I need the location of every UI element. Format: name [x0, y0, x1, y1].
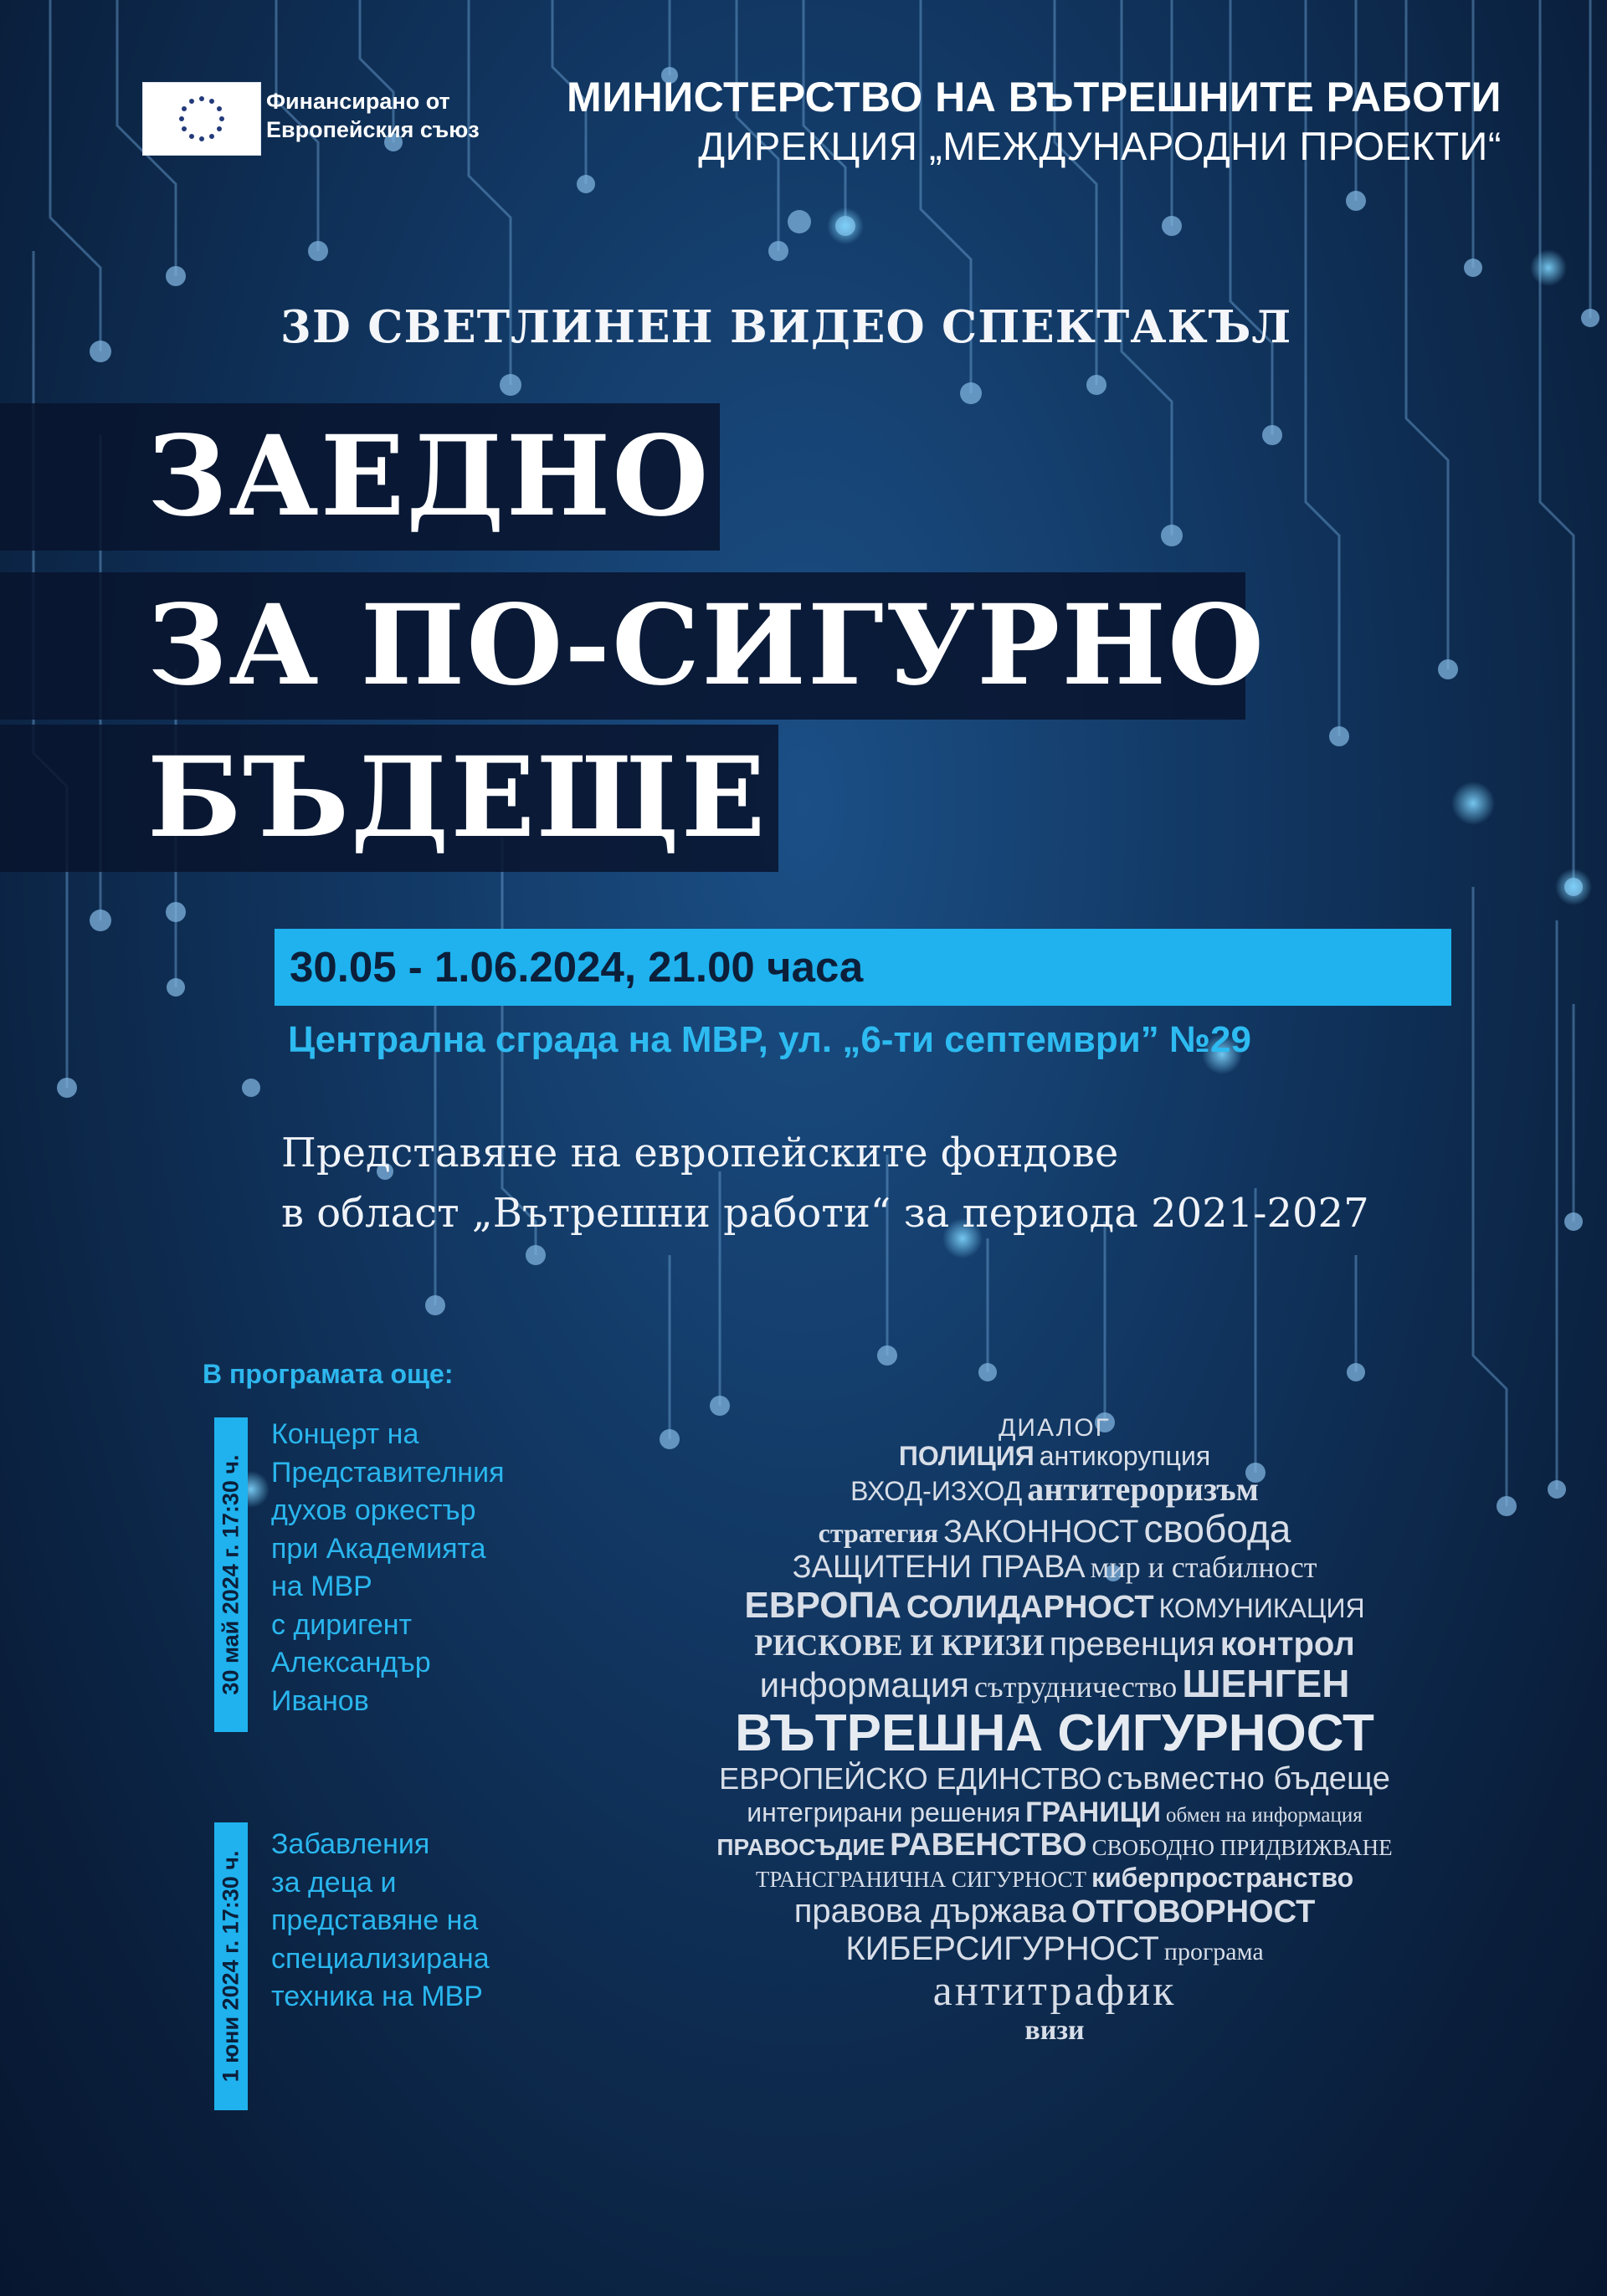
event-date-bar-2 — [214, 1822, 248, 2110]
eu-flag-logo — [142, 82, 261, 156]
cloud-word: киберпространство — [1091, 1862, 1354, 1893]
event-1-line: духов оркестър — [271, 1494, 476, 1526]
event-1-line: Иванов — [271, 1684, 369, 1717]
eu-label-line1: Финансирано от — [266, 89, 450, 114]
cloud-word: информация — [759, 1665, 969, 1705]
cloud-word: превенция — [1049, 1626, 1215, 1663]
cloud-word: антитрафик — [932, 1966, 1177, 2015]
cloud-word: контрол — [1219, 1626, 1355, 1663]
event-subtitle: 3D СВЕТЛИНЕН ВИДЕО СПЕКТАКЪЛ — [280, 301, 1292, 353]
cloud-word: програма — [1163, 1937, 1264, 1965]
cloud-word: РИСКОВЕ И КРИЗИ — [754, 1628, 1045, 1663]
event-date-1: 30 май 2024 г. 17:30 ч. — [218, 1454, 244, 1695]
cloud-word: СВОБОДНО ПРИДВИЖВАНЕ — [1091, 1835, 1393, 1861]
cloud-word: визи — [1024, 2015, 1085, 2047]
event-1-line: при Академията — [271, 1532, 486, 1565]
cloud-word: СОЛИДАРНОСТ — [906, 1589, 1154, 1625]
cloud-word: правова държава — [793, 1893, 1066, 1930]
cloud-word: ТРАНСГРАНИЧНА СИГУРНОСТ — [755, 1866, 1086, 1892]
cloud-word: сътрудничество — [973, 1670, 1178, 1704]
cloud-word: КОМУНИКАЦИЯ — [1158, 1592, 1365, 1623]
description-line-2: в област „Вътрешни работи“ за периода 2021-2027 — [281, 1190, 1369, 1237]
cloud-word: ШЕНГЕН — [1182, 1662, 1350, 1706]
title-line-2: ЗА ПО-СИГУРНО — [147, 581, 1266, 710]
event-1-line: Концерт на — [271, 1418, 419, 1450]
cloud-word: ВЪТРЕШНА СИГУРНОСТ — [735, 1704, 1374, 1762]
event-2-line: техника на МВР — [271, 1981, 483, 2012]
title-band-3 — [0, 725, 778, 872]
cloud-word: РАВЕНСТВО — [890, 1827, 1087, 1863]
eu-stars-icon — [143, 83, 260, 155]
event-date-bar-1 — [214, 1417, 248, 1732]
cloud-word: антикорупция — [1039, 1441, 1211, 1471]
cloud-word: съвместно бъдеще — [1106, 1760, 1390, 1796]
cloud-word: ПРАВОСЪДИЕ — [716, 1834, 886, 1861]
title-line-1: ЗАЕДНО — [147, 412, 711, 541]
date-banner — [275, 929, 1451, 1006]
event-2-line: специализирана — [271, 1942, 490, 1975]
cloud-word: ЕВРОПА — [744, 1584, 901, 1626]
cloud-word: обмен на информация — [1165, 1803, 1363, 1827]
ministry-header — [567, 72, 1502, 171]
cloud-word: ГРАНИЦИ — [1025, 1796, 1161, 1828]
event-date-time: 30.05 - 1.06.2024, 21.00 часа — [290, 943, 864, 991]
title-band-1 — [0, 403, 720, 551]
cloud-word: ПОЛИЦИЯ — [898, 1441, 1035, 1471]
cloud-word: стратегия — [818, 1518, 939, 1549]
cloud-word: антитероризъм — [1027, 1470, 1259, 1509]
ministry-name: МИНИСТЕРСТВО НА ВЪТРЕШНИТЕ РАБОТИ — [567, 74, 1502, 120]
event-date-2: 1 юни 2024 г. 17:30 ч. — [218, 1850, 244, 2083]
directorate-name: ДИРЕКЦИЯ „МЕЖДУНАРОДНИ ПРОЕКТИ“ — [698, 124, 1502, 168]
title-band-2 — [0, 572, 1266, 720]
program-heading: В програмата още: — [203, 1359, 454, 1389]
program-event-1 — [271, 1416, 556, 1720]
event-1-line: Александър — [271, 1647, 431, 1678]
word-cloud — [603, 1414, 1507, 2047]
cloud-word: ВХОД-ИЗХОД — [850, 1476, 1023, 1507]
event-2-line: за деца и — [271, 1866, 397, 1899]
cloud-word: интегрирани решения — [747, 1796, 1021, 1827]
eu-label-line2: Европейския съюз — [266, 117, 480, 142]
program-event-2 — [271, 1826, 556, 2017]
event-1-line: с диригент — [271, 1608, 413, 1641]
cloud-word: КИБЕРСИГУРНОСТ — [845, 1930, 1159, 1967]
event-2-line: представяне на — [271, 1904, 479, 1936]
description-line-1: Представяне на европейските фондове — [281, 1130, 1119, 1176]
event-venue: Централна сграда на МВР, ул. „6-ти септември” №29 — [288, 1019, 1251, 1060]
cloud-word: ЗАЩИТЕНИ ПРАВА — [792, 1549, 1086, 1585]
cloud-word: ОТГОВОРНОСТ — [1070, 1894, 1316, 1930]
title-line-3: БЪДЕЩЕ — [147, 733, 768, 863]
event-1-line: Представителния — [271, 1456, 505, 1489]
event-1-line: на МВР — [271, 1571, 372, 1602]
event-2-line: Забавления — [271, 1828, 430, 1860]
cloud-word: ДИАЛОГ — [999, 1414, 1111, 1442]
cloud-word: мир и стабилност — [1090, 1550, 1317, 1584]
event-description — [281, 1123, 1369, 1243]
cloud-word: ЕВРОПЕЙСКО ЕДИНСТВО — [719, 1760, 1102, 1796]
cloud-word: свобода — [1143, 1507, 1291, 1551]
cloud-word: ЗАКОННОСТ — [943, 1514, 1139, 1550]
eu-funding-label — [266, 87, 480, 144]
